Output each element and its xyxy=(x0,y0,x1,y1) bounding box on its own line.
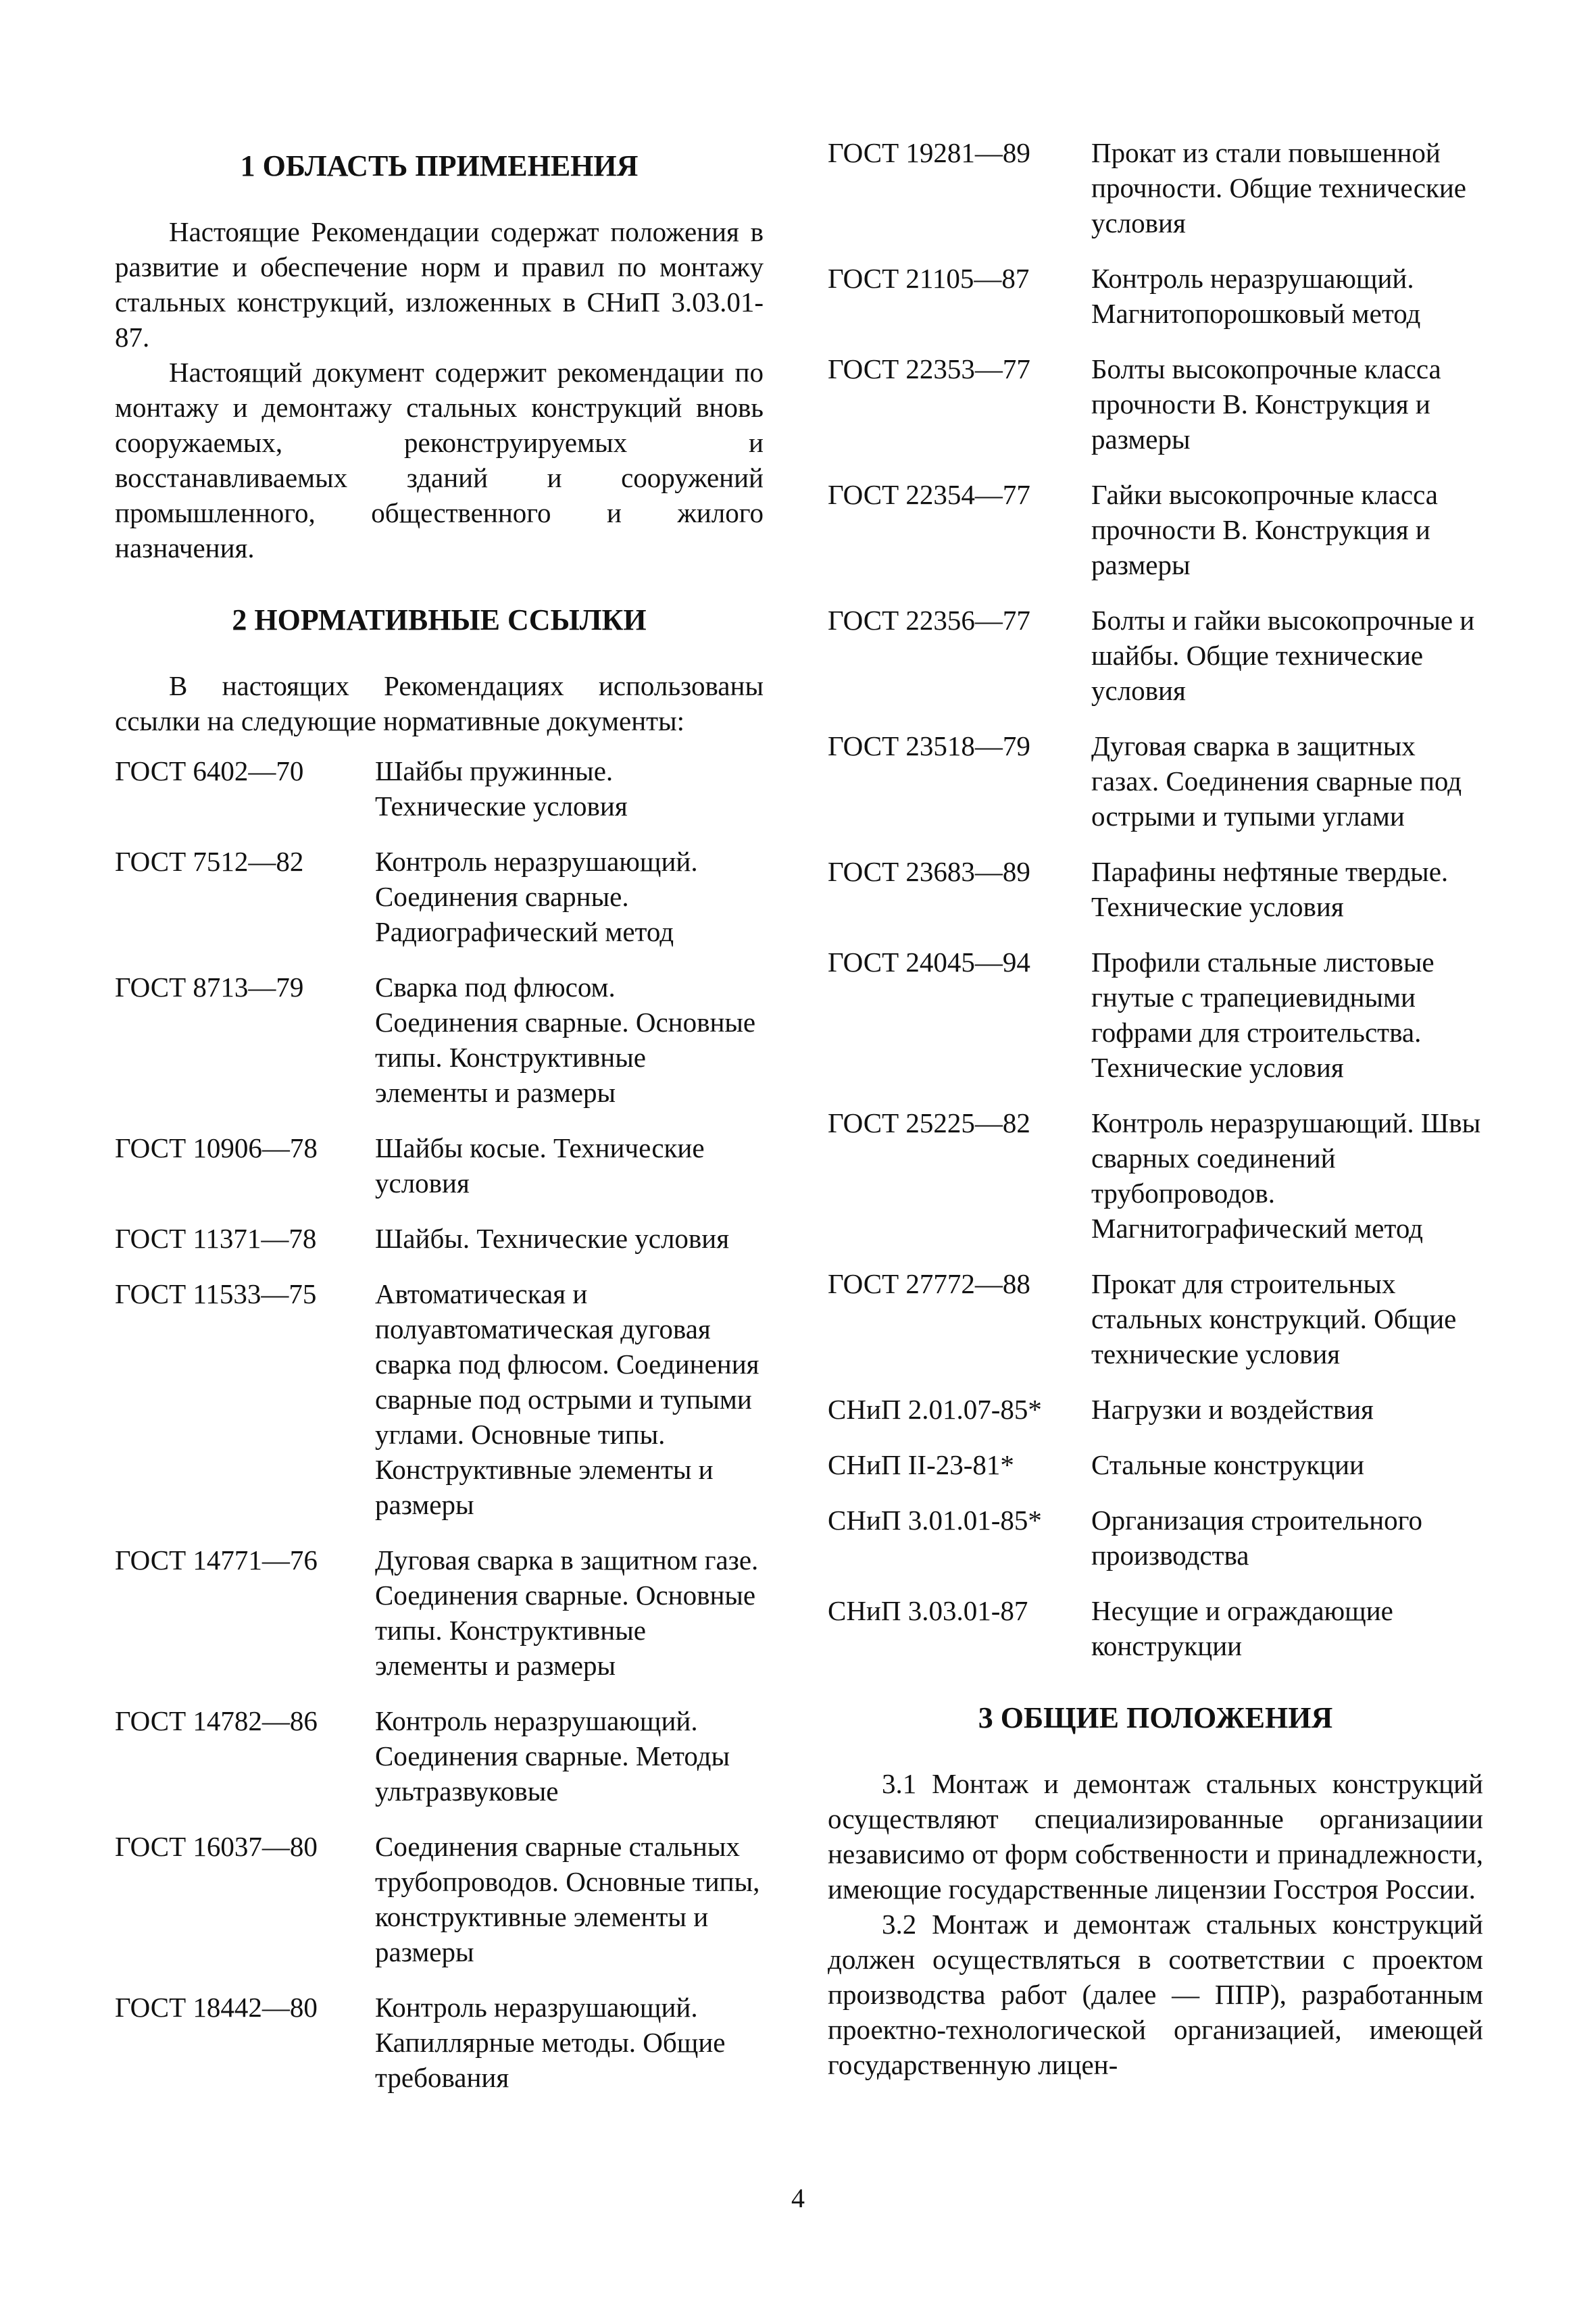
reference-code: ГОСТ 24045—94 xyxy=(828,947,1030,978)
reference-code: ГОСТ 11371—78 xyxy=(115,1223,317,1254)
reference-description: Соединения сварные стальных трубопроводов. Основные типы, конструктивные элементы и размеры xyxy=(375,1831,760,1967)
reference-code: СНиП II-23-81* xyxy=(828,1449,1014,1480)
section-3-paragraph-2: 3.2 Монтаж и демонтаж стальных конструкций должен осуществляться в соответствии с проектом производства работ (далее — ППР), разработанным проектно-технологической организацией, имеющей государственную лицен- xyxy=(828,1909,1483,2080)
reference-entry xyxy=(828,135,1483,241)
reference-description: Профили стальные листовые гнутые с трапециевидными гофрами для строительства. Технические условия xyxy=(1091,947,1435,1083)
reference-description: Шайбы косые. Технические условия xyxy=(375,1132,705,1199)
section-3-paragraph-1: 3.1 Монтаж и демонтаж стальных конструкций осуществляют специализированные организациии независимо от форм собственности и принадлежности, имеющие государственные лицензии Госстроя России. xyxy=(828,1768,1483,1905)
reference-entry xyxy=(828,1266,1483,1372)
left-column xyxy=(115,135,764,2115)
reference-description: Контроль неразрушающий. Соединения сварные. Методы ультразвуковые xyxy=(375,1705,730,1807)
reference-description: Болты и гайки высокопрочные и шайбы. Общие технические условия xyxy=(1091,605,1475,706)
reference-description: Прокат из стали повышенной прочности. Общие технические условия xyxy=(1091,137,1467,238)
reference-entry xyxy=(115,1990,764,2095)
reference-entry xyxy=(828,854,1483,924)
reference-entry xyxy=(115,1276,764,1522)
reference-code: СНиП 2.01.07-85* xyxy=(828,1394,1042,1425)
reference-code: ГОСТ 25225—82 xyxy=(828,1107,1030,1138)
reference-description: Контроль неразрушающий. Швы сварных соединений трубопроводов. Магнитографический метод xyxy=(1091,1107,1481,1244)
reference-description: Несущие и ограждающие конструкции xyxy=(1091,1595,1393,1661)
reference-entry xyxy=(828,1593,1483,1663)
reference-entry xyxy=(115,1221,764,1256)
section-3-heading: 3 ОБЩИЕ ПОЛОЖЕНИЯ xyxy=(978,1701,1333,1734)
section-1-heading: 1 ОБЛАСТЬ ПРИМЕНЕНИЯ xyxy=(240,149,639,182)
reference-entry xyxy=(828,1392,1483,1427)
reference-description: Шайбы. Технические условия xyxy=(375,1223,730,1254)
reference-entry xyxy=(115,1703,764,1809)
reference-code: ГОСТ 11533—75 xyxy=(115,1278,317,1309)
reference-description: Стальные конструкции xyxy=(1091,1449,1364,1480)
reference-code: ГОСТ 16037—80 xyxy=(115,1831,318,1862)
section-1-paragraph-1: Настоящие Рекомендации содержат положения в развитие и обеспечение норм и правил по монтажу стальных конструкций, изложенных в СНиП 3.03.01-87. xyxy=(115,216,764,353)
reference-code: ГОСТ 18442—80 xyxy=(115,1992,318,2023)
reference-entry xyxy=(828,1503,1483,1573)
section-2-intro: В настоящих Рекомендациях использованы ссылки на следующие нормативные документы: xyxy=(115,670,764,736)
reference-description: Прокат для строительных стальных конструкций. Общие технические условия xyxy=(1091,1268,1457,1369)
reference-code: ГОСТ 14771—76 xyxy=(115,1544,318,1576)
reference-code: СНиП 3.01.01-85* xyxy=(828,1505,1042,1536)
reference-entry xyxy=(115,1130,764,1201)
reference-description: Контроль неразрушающий. Соединения сварные. Радиографический метод xyxy=(375,846,698,947)
reference-entry xyxy=(828,603,1483,708)
reference-code: ГОСТ 19281—89 xyxy=(828,137,1030,168)
reference-description: Дуговая сварка в защитных газах. Соединения сварные под острыми и тупыми углами xyxy=(1091,730,1462,832)
reference-list-left xyxy=(115,753,764,2095)
reference-description: Автоматическая и полуавтоматическая дуговая сварка под флюсом. Соединения сварные под острыми и тупыми углами. Основные типы. Конструктивные элементы и размеры xyxy=(375,1278,759,1520)
reference-description: Организация строительного производства xyxy=(1091,1505,1422,1571)
section-1-paragraph-2: Настоящий документ содержит рекомендации по монтажу и демонтажу стальных конструкций вновь сооружаемых, реконструируемых и восстанавливаемых зданий и сооружений промышленного, общественного и жилого назначения. xyxy=(115,357,764,563)
reference-code: ГОСТ 22354—77 xyxy=(828,479,1030,510)
reference-description: Гайки высокопрочные класса прочности В. Конструкция и размеры xyxy=(1091,479,1438,580)
reference-code: ГОСТ 22353—77 xyxy=(828,353,1030,384)
right-column xyxy=(828,135,1483,2082)
reference-description: Контроль неразрушающий. Магнитопорошковый метод xyxy=(1091,263,1421,329)
reference-entry xyxy=(115,844,764,949)
reference-list-right xyxy=(828,135,1483,1663)
reference-entry xyxy=(115,753,764,824)
reference-entry xyxy=(828,261,1483,331)
reference-code: ГОСТ 8713—79 xyxy=(115,972,304,1003)
reference-description: Болты высокопрочные класса прочности В. Конструкция и размеры xyxy=(1091,353,1441,455)
reference-entry xyxy=(115,970,764,1110)
reference-description: Сварка под флюсом. Соединения сварные. Основные типы. Конструктивные элементы и размеры xyxy=(375,972,756,1108)
reference-entry xyxy=(828,351,1483,457)
reference-code: ГОСТ 7512—82 xyxy=(115,846,304,877)
reference-entry xyxy=(115,1829,764,1969)
reference-code: ГОСТ 22356—77 xyxy=(828,605,1030,636)
reference-entry xyxy=(828,477,1483,582)
reference-code: ГОСТ 6402—70 xyxy=(115,755,304,786)
reference-description: Шайбы пружинные. Технические условия xyxy=(375,755,628,822)
reference-entry xyxy=(828,1447,1483,1482)
reference-code: ГОСТ 10906—78 xyxy=(115,1132,318,1163)
reference-entry xyxy=(115,1542,764,1683)
reference-code: ГОСТ 23683—89 xyxy=(828,856,1030,887)
reference-code: СНиП 3.03.01-87 xyxy=(828,1595,1028,1626)
reference-code: ГОСТ 23518—79 xyxy=(828,730,1030,761)
reference-description: Нагрузки и воздействия xyxy=(1091,1394,1374,1425)
section-2-heading: 2 НОРМАТИВНЫЕ ССЫЛКИ xyxy=(232,603,647,636)
reference-code: ГОСТ 21105—87 xyxy=(828,263,1030,294)
page-number: 4 xyxy=(791,2183,805,2213)
reference-entry xyxy=(828,1105,1483,1246)
reference-code: ГОСТ 27772—88 xyxy=(828,1268,1030,1299)
reference-description: Контроль неразрушающий. Капиллярные методы. Общие требования xyxy=(375,1992,726,2093)
reference-entry xyxy=(828,728,1483,834)
reference-description: Парафины нефтяные твердые. Технические условия xyxy=(1091,856,1449,922)
reference-description: Дуговая сварка в защитном газе. Соединения сварные. Основные типы. Конструктивные элементы и размеры xyxy=(375,1544,759,1681)
reference-entry xyxy=(828,945,1483,1085)
reference-code: ГОСТ 14782—86 xyxy=(115,1705,318,1736)
